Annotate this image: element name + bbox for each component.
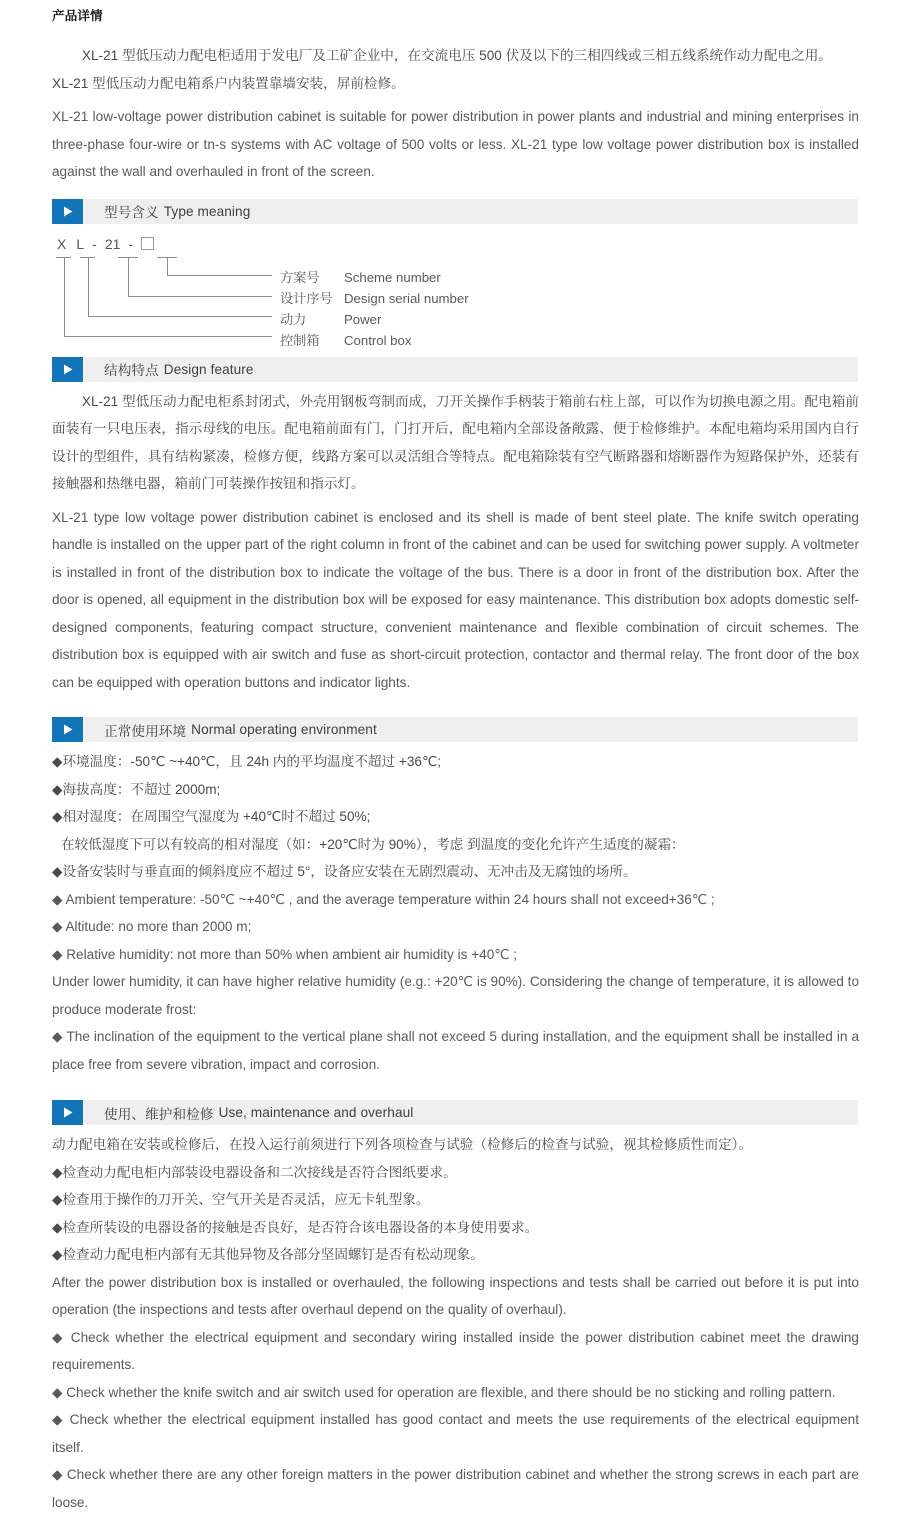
legend-en-controlbox: Control box	[344, 332, 412, 348]
code-placeholder-box	[141, 237, 154, 250]
play-triangle-icon	[52, 717, 83, 742]
legend-cn-scheme: 方案号	[280, 269, 320, 285]
leader-v-scheme	[167, 257, 168, 276]
legend-en-power: Power	[344, 311, 382, 327]
intro-en-paragraph: XL-21 low-voltage power distribution cabinet is suitable for power distribution in power plants and industrial and mining enterprises in three-phase four-wire or tn-s systems with AC voltage of 500 volts or less. XL-21 type low voltage power distribution box is installed against the wall and overhauled in front of the screen.	[52, 109, 859, 180]
intro-cn-line-2: XL-21 型低压动力配电箱系户内装置靠墙安装，屏前检修。	[52, 75, 405, 91]
environment-en-line: ◆ The inclination of the equipment to the vertical plane shall not exceed 5 during installation, and the equipment shall be installed in a place free from severe vibration, impact and corrosion.	[52, 1029, 859, 1072]
section-title-normal-operating-environment	[83, 717, 377, 742]
code-dash-1: -	[92, 235, 97, 252]
section-title-use-maintenance-overhaul	[83, 1100, 413, 1125]
overhaul-en-line: After the power distribution box is installed or overhauled, the following inspections and tests shall be carried out before it is put into operation (the inspections and tests after overhaul depend on the quality of overhaul).	[52, 1274, 859, 1318]
section-title-en: Type meaning	[163, 203, 251, 219]
section-header-use-maintenance-overhaul	[52, 1100, 858, 1125]
overhaul-en-line: ◆ Check whether the knife switch and air switch used for operation are flexible, and there should be no sticking and rolling pattern.	[52, 1384, 836, 1400]
section-header-design-feature	[52, 357, 858, 382]
type-meaning-diagram	[52, 235, 612, 348]
environment-en-line: ◆ Relative humidity: not more than 50% when ambient air humidity is +40℃ ;	[52, 946, 518, 962]
section-title-en: Use, maintenance and overhaul	[218, 1105, 414, 1121]
legend-cn-power: 动力	[280, 311, 307, 327]
leader-v-design	[128, 257, 129, 297]
overhaul-cn-line: ◆检查用于操作的刀开关、空气开关是否灵活，应无卡轧型象。	[52, 1192, 430, 1208]
legend-cn-design: 设计序号	[280, 290, 333, 306]
environment-cn-line: ◆相对湿度：在周围空气湿度为 +40℃时不超过 50%;	[52, 809, 371, 825]
section-header-type-meaning	[52, 199, 858, 224]
intro-cn-line-1: XL-21 型低压动力配电柜适用于发电厂及工矿企业中，在交流电压 500 伏及以下的三相四线或三相五线系统作动力配电之用。	[81, 48, 832, 64]
code-number-21: 21	[104, 235, 121, 252]
legend-item-design	[280, 288, 469, 307]
play-triangle-icon	[52, 199, 83, 224]
environment-cn-line: ◆海拔高度：不超过 2000m;	[52, 781, 221, 797]
leader-h-power	[88, 316, 272, 317]
play-triangle-icon	[52, 357, 83, 382]
legend-item-power	[280, 309, 381, 328]
section-title-type-meaning	[83, 199, 250, 224]
code-char-l: L	[76, 235, 85, 252]
design-feature-cn-paragraph: XL-21 型低压动力配电柜系封闭式，外壳用钢板弯制而成，刀开关操作手柄装于箱前右柱上部，可以作为切换电源之用。配电箱前面装有一只电压表，指示母线的电压。配电箱前面有门，门打开后，配电箱内全部设备敞露、便于检修维护。本配电箱均采用国内自行设计的型组件，具有结构紧凑，检修方便，线路方案可以灵活组合等特点。配电箱除装有空气断路器和熔断器作为短路保护外，还装有接触器和热继电器，箱前门可装操作按钮和指示灯。	[52, 393, 859, 492]
leader-h-scheme	[167, 275, 272, 276]
play-triangle-icon	[52, 1100, 83, 1125]
legend-item-controlbox	[280, 330, 411, 349]
environment-cn-line: ◆设备安装时与垂直面的倾斜度应不超过 5°，设备应安装在无剧烈震动、无冲击及无腐蚀的场所。	[52, 864, 637, 880]
environment-en-line: Under lower humidity, it can have higher relative humidity (e.g.: +20℃ is 90%). Considering the change of temperature, it is allowed to produce moderate frost:	[52, 974, 859, 1017]
section-title-design-feature	[83, 357, 254, 382]
section-title-cn: 结构特点	[104, 363, 159, 379]
page-title: 产品详情	[52, 9, 103, 23]
section-title-cn: 型号含义	[104, 205, 159, 221]
environment-en-line: ◆ Altitude: no more than 2000 m;	[52, 919, 252, 935]
environment-cn-line: 在较低湿度下可以有较高的相对湿度（如：+20℃时为 90%），考虑 到温度的变化允许产生适度的凝霜：	[61, 836, 685, 852]
overhaul-cn-line: ◆检查所装设的电器设备的接触是否良好，是否符合该电器设备的本身使用要求。	[52, 1219, 539, 1235]
design-feature-en-paragraph: XL-21 type low voltage power distribution cabinet is enclosed and its shell is made of bent steel plate. The knife switch operating handle is installed on the upper part of the right column in front of the cabinet and can be used for switching power supply. A voltmeter is installed in front of the distribution box to indicate the voltage of the bus. There is a door in front of the distribution box. After the door is opened, all equipment in the distribution box will be exposed for easy maintenance. This distribution box adopts domestic self-designed components, featuring compact structure, convenient maintenance and flexible combination of circuit schemes. The distribution box is equipped with air switch and fuse as short-circuit protection, contactor and thermal relay. The front door of the box can be equipped with operation buttons and indicator lights.	[52, 509, 859, 690]
code-dash-2: -	[128, 235, 134, 252]
section-title-cn: 使用、维护和检修	[104, 1106, 214, 1122]
section-header-normal-operating-environment	[52, 717, 858, 742]
legend-cn-controlbox: 控制箱	[280, 332, 320, 348]
leader-h-controlbox	[64, 336, 272, 337]
legend-en-scheme: Scheme number	[344, 269, 441, 285]
leader-h-design	[128, 296, 272, 297]
overhaul-en-line: ◆ Check whether the electrical equipment and secondary wiring installed inside the power distribution cabinet meet the drawing requirements.	[52, 1329, 859, 1373]
leader-v-power	[88, 257, 89, 317]
legend-en-design: Design serial number	[344, 290, 469, 306]
legend-item-scheme	[280, 267, 441, 286]
section-title-en: Normal operating environment	[191, 722, 377, 738]
overhaul-en-line: ◆ Check whether there are any other foreign matters in the power distribution cabinet and whether the strong screws in each part are loose.	[52, 1467, 859, 1510]
overhaul-cn-line: ◆检查动力配电柜内部有无其他异物及各部分坚固螺钉是否有松动现象。	[52, 1247, 484, 1263]
environment-cn-line: ◆环境温度：-50℃ ~+40℃，且 24h 内的平均温度不超过 +36℃;	[52, 754, 442, 770]
overhaul-cn-line: ◆检查动力配电柜内部装设电器设备和二次接线是否符合图纸要求。	[52, 1164, 457, 1180]
type-code-row	[57, 236, 154, 252]
section-title-en: Design feature	[163, 361, 254, 377]
section-title-cn: 正常使用环境	[104, 723, 187, 739]
overhaul-cn-line: 动力配电箱在安装或检修后，在投入运行前须进行下列各项检查与试验（检修后的检查与试验，视其检修质性而定）。	[52, 1137, 753, 1153]
leader-v-controlbox	[64, 257, 65, 337]
code-char-x: X	[57, 235, 67, 252]
overhaul-en-line: ◆ Check whether the electrical equipment installed has good contact and meets the use requirements of the electrical equipment itself.	[52, 1412, 859, 1455]
environment-en-line: ◆ Ambient temperature: -50℃ ~+40℃ , and the average temperature within 24 hours shall not exceed+36℃ ;	[52, 891, 715, 907]
